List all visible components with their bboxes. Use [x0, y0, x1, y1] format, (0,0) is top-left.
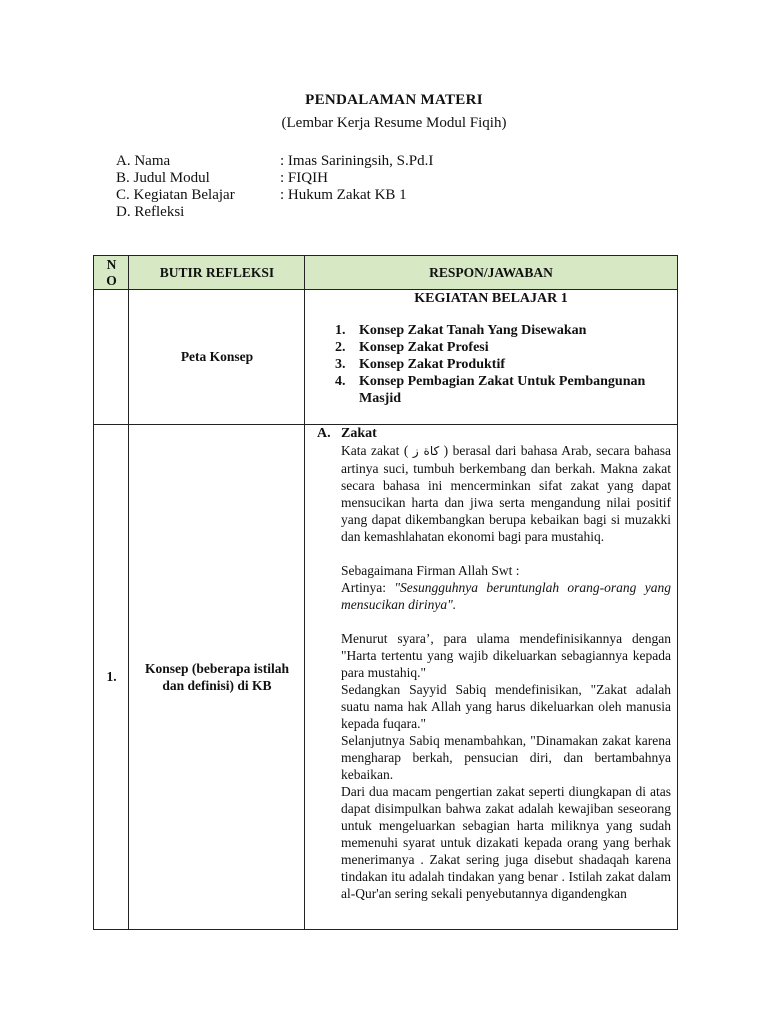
list-number: 3.: [335, 357, 346, 372]
quote-text: "Sesungguhnya beruntunglah orang-orang yang mensucikan dirinya".: [341, 580, 671, 612]
header-no: [93, 255, 129, 290]
arabic-term: ﻛﺎﺓ ﺯ: [412, 444, 440, 458]
row2-respon: [304, 424, 678, 930]
reflection-table: [93, 255, 678, 930]
info-label: A. Nama: [116, 153, 171, 169]
info-row-module: [116, 170, 433, 187]
paragraph: Sedangkan Sayyid Sabiq mendefinisikan, "Zakat adalah suatu nama hak Allah yang harus dikeluarkan oleh manusia kepada fuqara.": [341, 682, 671, 731]
info-value: : FIQIH: [280, 170, 328, 186]
list-item: [335, 356, 671, 373]
list-text: Konsep Zakat Profesi: [359, 340, 489, 355]
section-letter: A.: [317, 426, 331, 441]
info-value: : Imas Sariningsih, S.Pd.I: [280, 153, 434, 169]
paragraph: Dari dua macam pengertian zakat seperti diungkapan di atas dapat disimpulkan bahwa zakat adalah kewajiban seseorang untuk mengeluarkan sebagian harta miliknya yang sudah memenuhi syarat untuk dizakati kepada orang yang berhak menerimanya . Zakat sering juga disebut shadaqah karena tindakan itu adalah tindakan yang benar . Istilah zakat dalam al-Qur'an sering sekali penyebutannya digandengkan: [341, 784, 671, 901]
list-item: [335, 339, 671, 356]
paragraph: [341, 579, 671, 613]
paragraph: Menurut syara’, para ulama mendefinisikannya dengan "Harta tertentu yang wajib dikeluarkan sebagiannya kepada para mustahiq.": [341, 631, 671, 680]
paragraph: Sebagaimana Firman Allah Swt :: [341, 563, 520, 578]
list-text: Konsep Zakat Tanah Yang Disewakan: [359, 323, 587, 338]
row1-respon: [304, 289, 678, 425]
identity-info: [116, 153, 433, 221]
list-item: [335, 322, 671, 339]
paragraph: [341, 442, 671, 545]
text: ) berasal dari bahasa Arab, secara bahasa artinya suci, tumbuh berkembang dan berkah. Makna zakat secara bahasa ini mencerminkan sifat zakat yang dapat mensucikan harta dan jiwa serta mengandung nilai positif yang dapat dikembangkan berupa kebaikan bagi si muzakki dan kemashlahatan ekonomi bagi para mustahiq.: [341, 443, 671, 544]
row1-butir: Peta Konsep: [128, 289, 305, 425]
document-subtitle: (Lembar Kerja Resume Modul Fiqih): [281, 115, 507, 131]
header-no-label: N O: [106, 256, 117, 288]
list-item: [335, 373, 671, 407]
list-number: 1.: [335, 323, 346, 338]
list-number: 4.: [335, 374, 346, 389]
document-title: PENDALAMAN MATERI: [305, 92, 483, 108]
header-butir: BUTIR REFLEKSI: [128, 255, 305, 290]
info-row-name: [116, 153, 433, 170]
row2-butir: Konsep (beberapa istilah dan definisi) di KB: [128, 424, 305, 930]
section-title: Zakat: [341, 426, 377, 441]
kb-list: [335, 322, 671, 407]
row1-no: [93, 289, 129, 425]
paragraph: Selanjutnya Sabiq menambahkan, "Dinamakan zakat karena mengharap berkah, pensucian diri, dan bertambahnya kebaikan.: [341, 733, 671, 782]
info-row-reflection: [116, 204, 433, 221]
section-heading: [317, 426, 377, 442]
info-label: C. Kegiatan Belajar: [116, 187, 235, 203]
row2-no: 1.: [93, 424, 129, 930]
text: Kata zakat (: [341, 443, 413, 458]
text: Artinya:: [341, 580, 395, 595]
list-text: Konsep Pembagian Zakat Untuk Pembangunan Masjid: [359, 374, 646, 406]
list-text: Konsep Zakat Produktif: [359, 357, 505, 372]
info-value: : Hukum Zakat KB 1: [280, 187, 407, 203]
info-row-activity: [116, 187, 433, 204]
kb-title: KEGIATAN BELAJAR 1: [414, 291, 568, 306]
header-respon: RESPON/JAWABAN: [304, 255, 678, 290]
list-number: 2.: [335, 340, 346, 355]
definition-text: [341, 442, 671, 902]
info-label: B. Judul Modul: [116, 170, 210, 186]
info-label: D. Refleksi: [116, 204, 185, 220]
